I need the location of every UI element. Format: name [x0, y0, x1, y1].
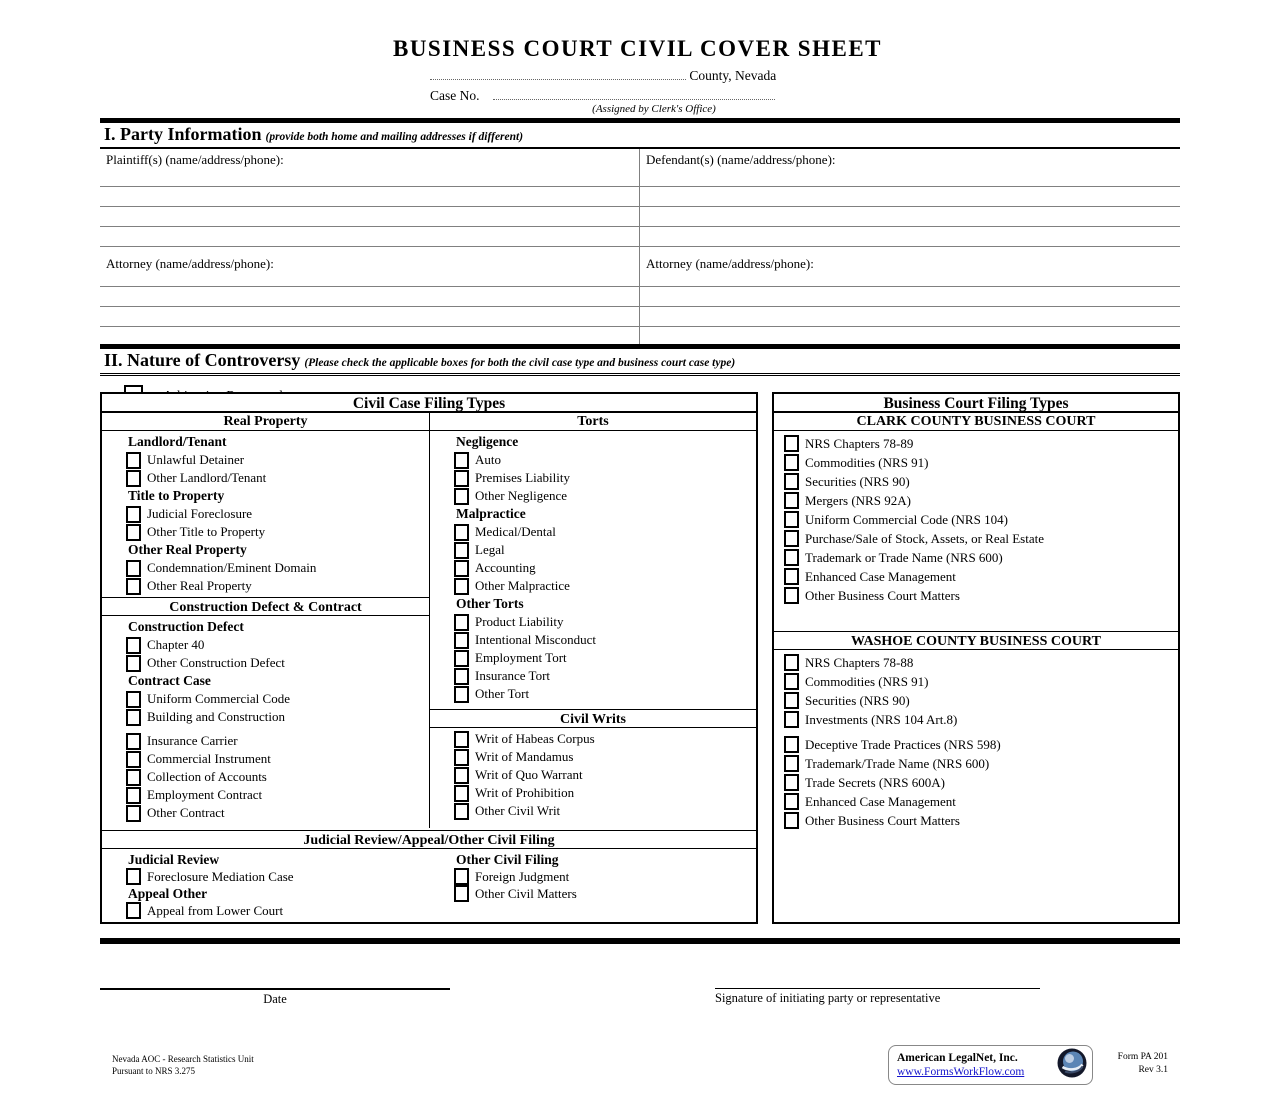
- controversy-section-note: (Please check the applicable boxes for both the civil case type and business court case type): [304, 357, 736, 369]
- checkbox-label: Foreclosure Mediation Case: [147, 869, 294, 884]
- checkbox[interactable]: [126, 805, 141, 822]
- checkbox-row: [102, 868, 430, 885]
- washoe-county-header: WASHOE COUNTY BUSINESS COURT: [774, 631, 1178, 650]
- checkbox-row: [430, 802, 756, 820]
- checkbox-row: [430, 631, 756, 649]
- defendant-label: Defendant(s) (name/address/phone):: [640, 149, 1180, 187]
- checkbox-row: [774, 529, 1178, 548]
- checkbox-row: [774, 586, 1178, 605]
- checkbox-label: Legal: [475, 542, 505, 557]
- checkbox-row: [102, 786, 429, 804]
- checkbox[interactable]: [454, 650, 469, 667]
- checkbox[interactable]: [126, 769, 141, 786]
- checkbox[interactable]: [454, 785, 469, 802]
- checkbox[interactable]: [784, 435, 799, 452]
- checkbox-row: [430, 577, 756, 595]
- checkbox-label: Securities (NRS 90): [805, 692, 910, 708]
- checkbox-label: Enhanced Case Management: [805, 568, 956, 584]
- checkbox-label: Medical/Dental: [475, 524, 556, 539]
- checkbox[interactable]: [126, 524, 141, 541]
- checkbox-label: Insurance Tort: [475, 668, 551, 683]
- checkbox[interactable]: [784, 774, 799, 791]
- checkbox-label: Other Negligence: [475, 488, 568, 503]
- checkbox-row: [102, 690, 429, 708]
- checkbox[interactable]: [454, 668, 469, 685]
- checkbox[interactable]: [784, 587, 799, 604]
- checkbox[interactable]: [784, 568, 799, 585]
- real-property-groups: [102, 433, 429, 595]
- civil-writs-list: [430, 730, 756, 820]
- checkbox-label: Commercial Instrument: [147, 751, 271, 766]
- checkbox-label: Other Business Court Matters: [805, 587, 960, 603]
- civil-table-title: Civil Case Filing Types: [102, 394, 756, 413]
- checkbox-label: Other Title to Property: [147, 524, 266, 539]
- checkbox-row: [430, 559, 756, 577]
- checkbox-row: [102, 750, 429, 768]
- signature-label: Signature of initiating party or representative: [715, 991, 941, 1005]
- page-title: BUSINESS COURT CIVIL COVER SHEET: [392, 36, 883, 61]
- checkbox-label: Unlawful Detainer: [147, 452, 245, 467]
- checkbox-label: Judicial Foreclosure: [147, 506, 253, 521]
- signature-line[interactable]: [715, 988, 1040, 1006]
- group-label: Other Torts: [456, 596, 524, 611]
- checkbox[interactable]: [126, 506, 141, 523]
- plaintiff-fill-line-3[interactable]: [100, 227, 639, 247]
- checkbox-row: [774, 548, 1178, 567]
- checkbox[interactable]: [454, 885, 469, 902]
- checkbox-label: Purchase/Sale of Stock, Assets, or Real Estate: [805, 530, 1045, 546]
- checkbox[interactable]: [126, 691, 141, 708]
- clark-county-header: CLARK COUNTY BUSINESS COURT: [774, 413, 1178, 431]
- checkbox-label: Other Civil Writ: [475, 803, 561, 818]
- controversy-section-title: II. Nature of Controversy: [104, 350, 301, 370]
- judicial-columns: [102, 849, 756, 919]
- group-label: Malpractice: [456, 506, 526, 521]
- checkbox-row: [430, 613, 756, 631]
- checkbox[interactable]: [784, 654, 799, 671]
- checkbox[interactable]: [126, 868, 141, 885]
- date-label: Date: [263, 992, 287, 1006]
- checkbox-row: [102, 768, 429, 786]
- checkbox-label: Intentional Misconduct: [475, 632, 596, 647]
- group-label: Construction Defect: [128, 619, 244, 634]
- checkbox-label: Appeal from Lower Court: [147, 903, 284, 918]
- checkbox-row: [102, 523, 429, 541]
- checkbox-label: Condemnation/Eminent Domain: [147, 560, 317, 575]
- checkbox-row: [430, 685, 756, 703]
- group-label: Other Real Property: [128, 542, 247, 557]
- checkbox-row: [774, 773, 1178, 792]
- checkbox-label: Accounting: [475, 560, 536, 575]
- checkbox-row: [774, 434, 1178, 453]
- checkbox-label: Trademark/Trade Name (NRS 600): [805, 755, 990, 771]
- globe-icon: [1056, 1047, 1088, 1084]
- checkbox-row: [774, 453, 1178, 472]
- checkbox-label: Employment Tort: [475, 650, 567, 665]
- checkbox-label: Uniform Commercial Code: [147, 691, 290, 706]
- checkbox-row: [430, 766, 756, 784]
- checkbox-row: [102, 708, 429, 726]
- checkbox-row: [430, 469, 756, 487]
- checkbox-label: NRS Chapters 78-89: [805, 435, 914, 451]
- checkbox-label: Other Landlord/Tenant: [147, 470, 267, 485]
- checkbox[interactable]: [454, 470, 469, 487]
- checkbox-label: Other Contract: [147, 805, 225, 820]
- checkbox-label: Commodities (NRS 91): [805, 454, 929, 470]
- group-label: Judicial Review: [128, 852, 220, 867]
- checkbox[interactable]: [126, 709, 141, 726]
- checkbox[interactable]: [784, 812, 799, 829]
- checkbox-row: [430, 667, 756, 685]
- checkbox-label: Writ of Prohibition: [475, 785, 575, 800]
- torts-column: [430, 413, 756, 828]
- checkbox-label: Investments (NRS 104 Art.8): [805, 711, 958, 727]
- civil-writs-banner: Civil Writs: [430, 709, 756, 728]
- checkbox-row: [774, 811, 1178, 830]
- defendant-fill-line-2[interactable]: [640, 207, 1180, 227]
- clark-county-list: [774, 431, 1178, 605]
- american-legalnet-badge: [888, 1045, 1093, 1085]
- checkbox-label: Other Tort: [475, 686, 530, 701]
- footer-agency-line2: Pursuant to NRS 3.275: [112, 1066, 196, 1076]
- business-table-title: Business Court Filing Types: [774, 394, 1178, 413]
- real-property-column: [102, 413, 430, 828]
- checkbox-label: NRS Chapters 78-88: [805, 654, 914, 670]
- torts-groups: [430, 433, 756, 703]
- other-civil-filing-column: [430, 851, 756, 919]
- plaintiff-label: Plaintiff(s) (name/address/phone):: [100, 149, 639, 187]
- checkbox-label: Uniform Commercial Code (NRS 104): [805, 511, 1008, 527]
- group-label: Title to Property: [128, 488, 225, 503]
- date-signature-line[interactable]: [100, 988, 450, 1007]
- checkbox-label: Commodities (NRS 91): [805, 673, 929, 689]
- checkbox[interactable]: [784, 473, 799, 490]
- checkbox-row: [774, 710, 1178, 729]
- checkbox-label: Chapter 40: [147, 637, 205, 652]
- checkbox-label: Writ of Habeas Corpus: [475, 731, 595, 746]
- checkbox-row: [430, 885, 756, 902]
- defendant-attorney-label: Attorney (name/address/phone):: [640, 247, 1180, 287]
- checkbox[interactable]: [126, 787, 141, 804]
- defendant-attorney-fill-line-2[interactable]: [640, 307, 1180, 327]
- bottom-divider-bar: [100, 938, 1180, 944]
- party-section-note: (provide both home and mailing addresses if different): [265, 131, 524, 143]
- party-section-header: [100, 123, 1180, 149]
- party-information-section: [100, 118, 1180, 347]
- checkbox[interactable]: [784, 549, 799, 566]
- checkbox[interactable]: [126, 637, 141, 654]
- checkbox-label: Securities (NRS 90): [805, 473, 910, 489]
- checkbox-row: [102, 577, 429, 595]
- checkbox[interactable]: [784, 530, 799, 547]
- real-property-header: Real Property: [102, 413, 429, 431]
- judicial-review-column: [102, 851, 430, 919]
- checkbox[interactable]: [454, 749, 469, 766]
- torts-header: Torts: [430, 413, 756, 431]
- checkbox-row: [102, 732, 429, 750]
- case-number-row: [430, 86, 775, 104]
- checkbox-row: [430, 451, 756, 469]
- group-label: Negligence: [456, 434, 519, 449]
- group-label: Other Civil Filing: [456, 852, 559, 867]
- checkbox-label: Auto: [475, 452, 501, 467]
- plaintiff-column: [100, 149, 640, 347]
- checkbox[interactable]: [454, 767, 469, 784]
- defendant-attorney-fill-line-1[interactable]: [640, 287, 1180, 307]
- group-label: Landlord/Tenant: [128, 434, 227, 449]
- form-number: Form PA 201: [1117, 1052, 1168, 1062]
- checkbox-row: [102, 902, 430, 919]
- checkbox-row: [102, 559, 429, 577]
- civil-table-columns: [102, 413, 756, 828]
- spacer: [774, 605, 1178, 631]
- checkbox[interactable]: [454, 686, 469, 703]
- checkbox-row: [430, 784, 756, 802]
- plaintiff-attorney-label: Attorney (name/address/phone):: [100, 247, 639, 287]
- checkbox-row: [430, 649, 756, 667]
- party-grid: [100, 149, 1180, 347]
- checkbox-row: [102, 505, 429, 523]
- form-id-block: [1098, 1051, 1168, 1077]
- checkbox[interactable]: [126, 452, 141, 469]
- checkbox-label: Trade Secrets (NRS 600A): [805, 774, 945, 790]
- checkbox[interactable]: [454, 632, 469, 649]
- checkbox-row: [430, 748, 756, 766]
- checkbox-label: Other Business Court Matters: [805, 812, 960, 828]
- county-suffix-label: County, Nevada: [689, 68, 777, 83]
- checkbox[interactable]: [784, 692, 799, 709]
- checkbox[interactable]: [454, 614, 469, 631]
- checkbox-label: Foreign Judgment: [475, 869, 570, 884]
- county-row: [430, 66, 776, 84]
- checkbox[interactable]: [784, 511, 799, 528]
- plaintiff-fill-line-1[interactable]: [100, 187, 639, 207]
- checkbox[interactable]: [454, 488, 469, 505]
- checkbox-label: Writ of Mandamus: [475, 749, 574, 764]
- checkbox-row: [102, 469, 429, 487]
- checkbox-row: [102, 804, 429, 822]
- defendant-column: [640, 149, 1180, 347]
- plaintiff-fill-line-2[interactable]: [100, 207, 639, 227]
- checkbox-label: Writ of Quo Warrant: [475, 767, 583, 782]
- checkbox[interactable]: [454, 560, 469, 577]
- judicial-review-banner: Judicial Review/Appeal/Other Civil Filing: [102, 830, 756, 849]
- checkbox-row: [774, 653, 1178, 672]
- civil-case-filing-types-table: [100, 392, 758, 924]
- checkbox[interactable]: [454, 731, 469, 748]
- checkbox-label: Other Real Property: [147, 578, 252, 593]
- american-legalnet-name: American LegalNet, Inc.: [897, 1051, 1018, 1064]
- checkbox-label: Collection of Accounts: [147, 769, 267, 784]
- form-revision: Rev 3.1: [1138, 1065, 1168, 1075]
- checkbox-row: [102, 654, 429, 672]
- business-court-filing-types-table: [772, 392, 1180, 924]
- group-label: Contract Case: [128, 673, 211, 688]
- party-section-title: I. Party Information: [104, 124, 262, 144]
- checkbox-label: Other Malpractice: [475, 578, 570, 593]
- checkbox-label: Premises Liability: [475, 470, 570, 485]
- american-legalnet-text: [897, 1052, 1056, 1079]
- checkbox[interactable]: [784, 492, 799, 509]
- checkbox[interactable]: [454, 578, 469, 595]
- checkbox-row: [774, 672, 1178, 691]
- checkbox-label: Product Liability: [475, 614, 564, 629]
- checkbox[interactable]: [784, 711, 799, 728]
- checkbox-label: Deceptive Trade Practices (NRS 598): [805, 736, 1001, 752]
- footer-agency-line1: Nevada AOC - Research Statistics Unit: [112, 1054, 254, 1064]
- checkbox[interactable]: [454, 452, 469, 469]
- checkbox-row: [774, 792, 1178, 811]
- checkbox-row: [430, 541, 756, 559]
- checkbox[interactable]: [784, 793, 799, 810]
- checkbox[interactable]: [784, 673, 799, 690]
- checkbox-label: Other Civil Matters: [475, 886, 577, 901]
- checkbox[interactable]: [126, 470, 141, 487]
- checkbox-row: [774, 691, 1178, 710]
- checkbox-label: Employment Contract: [147, 787, 263, 802]
- footer-agency-note: [112, 1053, 254, 1077]
- construction-groups: [102, 618, 429, 822]
- defendant-fill-line-1[interactable]: [640, 187, 1180, 207]
- checkbox[interactable]: [126, 733, 141, 750]
- checkbox-row: [430, 523, 756, 541]
- checkbox-row: [774, 567, 1178, 586]
- checkbox[interactable]: [784, 454, 799, 471]
- defendant-fill-line-3[interactable]: [640, 227, 1180, 247]
- assigned-by-clerk-note: (Assigned by Clerk's Office): [592, 103, 716, 115]
- checkbox-label: Insurance Carrier: [147, 733, 238, 748]
- checkbox-label: Building and Construction: [147, 709, 285, 724]
- checkbox[interactable]: [454, 542, 469, 559]
- checkbox[interactable]: [126, 655, 141, 672]
- checkbox-row: [102, 451, 429, 469]
- case-number-fill-line[interactable]: [493, 86, 775, 100]
- checkbox-row: [774, 510, 1178, 529]
- formsworkflow-link[interactable]: www.FormsWorkFlow.com: [897, 1065, 1025, 1078]
- checkbox-row: [102, 636, 429, 654]
- checkbox-row: [774, 491, 1178, 510]
- checkbox[interactable]: [126, 902, 141, 919]
- checkbox[interactable]: [126, 751, 141, 768]
- checkbox-label: Other Construction Defect: [147, 655, 285, 670]
- construction-defect-contract-banner: Construction Defect & Contract: [102, 597, 429, 616]
- group-label: Appeal Other: [128, 886, 208, 901]
- checkbox[interactable]: [454, 868, 469, 885]
- checkbox-label: Enhanced Case Management: [805, 793, 956, 809]
- case-number-label: Case No.: [430, 88, 480, 103]
- plaintiff-attorney-fill-line-2[interactable]: [100, 307, 639, 327]
- checkbox-row: [774, 754, 1178, 773]
- county-fill-line[interactable]: [430, 66, 686, 80]
- washoe-county-list: [774, 650, 1178, 830]
- checkbox[interactable]: [126, 560, 141, 577]
- checkbox[interactable]: [126, 578, 141, 595]
- checkbox-row: [774, 735, 1178, 754]
- plaintiff-attorney-fill-line-1[interactable]: [100, 287, 639, 307]
- checkbox[interactable]: [454, 803, 469, 820]
- checkbox[interactable]: [454, 524, 469, 541]
- controversy-section-header: [100, 349, 1180, 376]
- checkbox-row: [430, 868, 756, 885]
- checkbox[interactable]: [784, 755, 799, 772]
- checkbox-label: Mergers (NRS 92A): [805, 492, 911, 508]
- checkbox[interactable]: [784, 736, 799, 753]
- judicial-review-section: [102, 830, 756, 919]
- checkbox-row: [430, 730, 756, 748]
- checkbox-row: [774, 472, 1178, 491]
- checkbox-label: Trademark or Trade Name (NRS 600): [805, 549, 1003, 565]
- checkbox-row: [430, 487, 756, 505]
